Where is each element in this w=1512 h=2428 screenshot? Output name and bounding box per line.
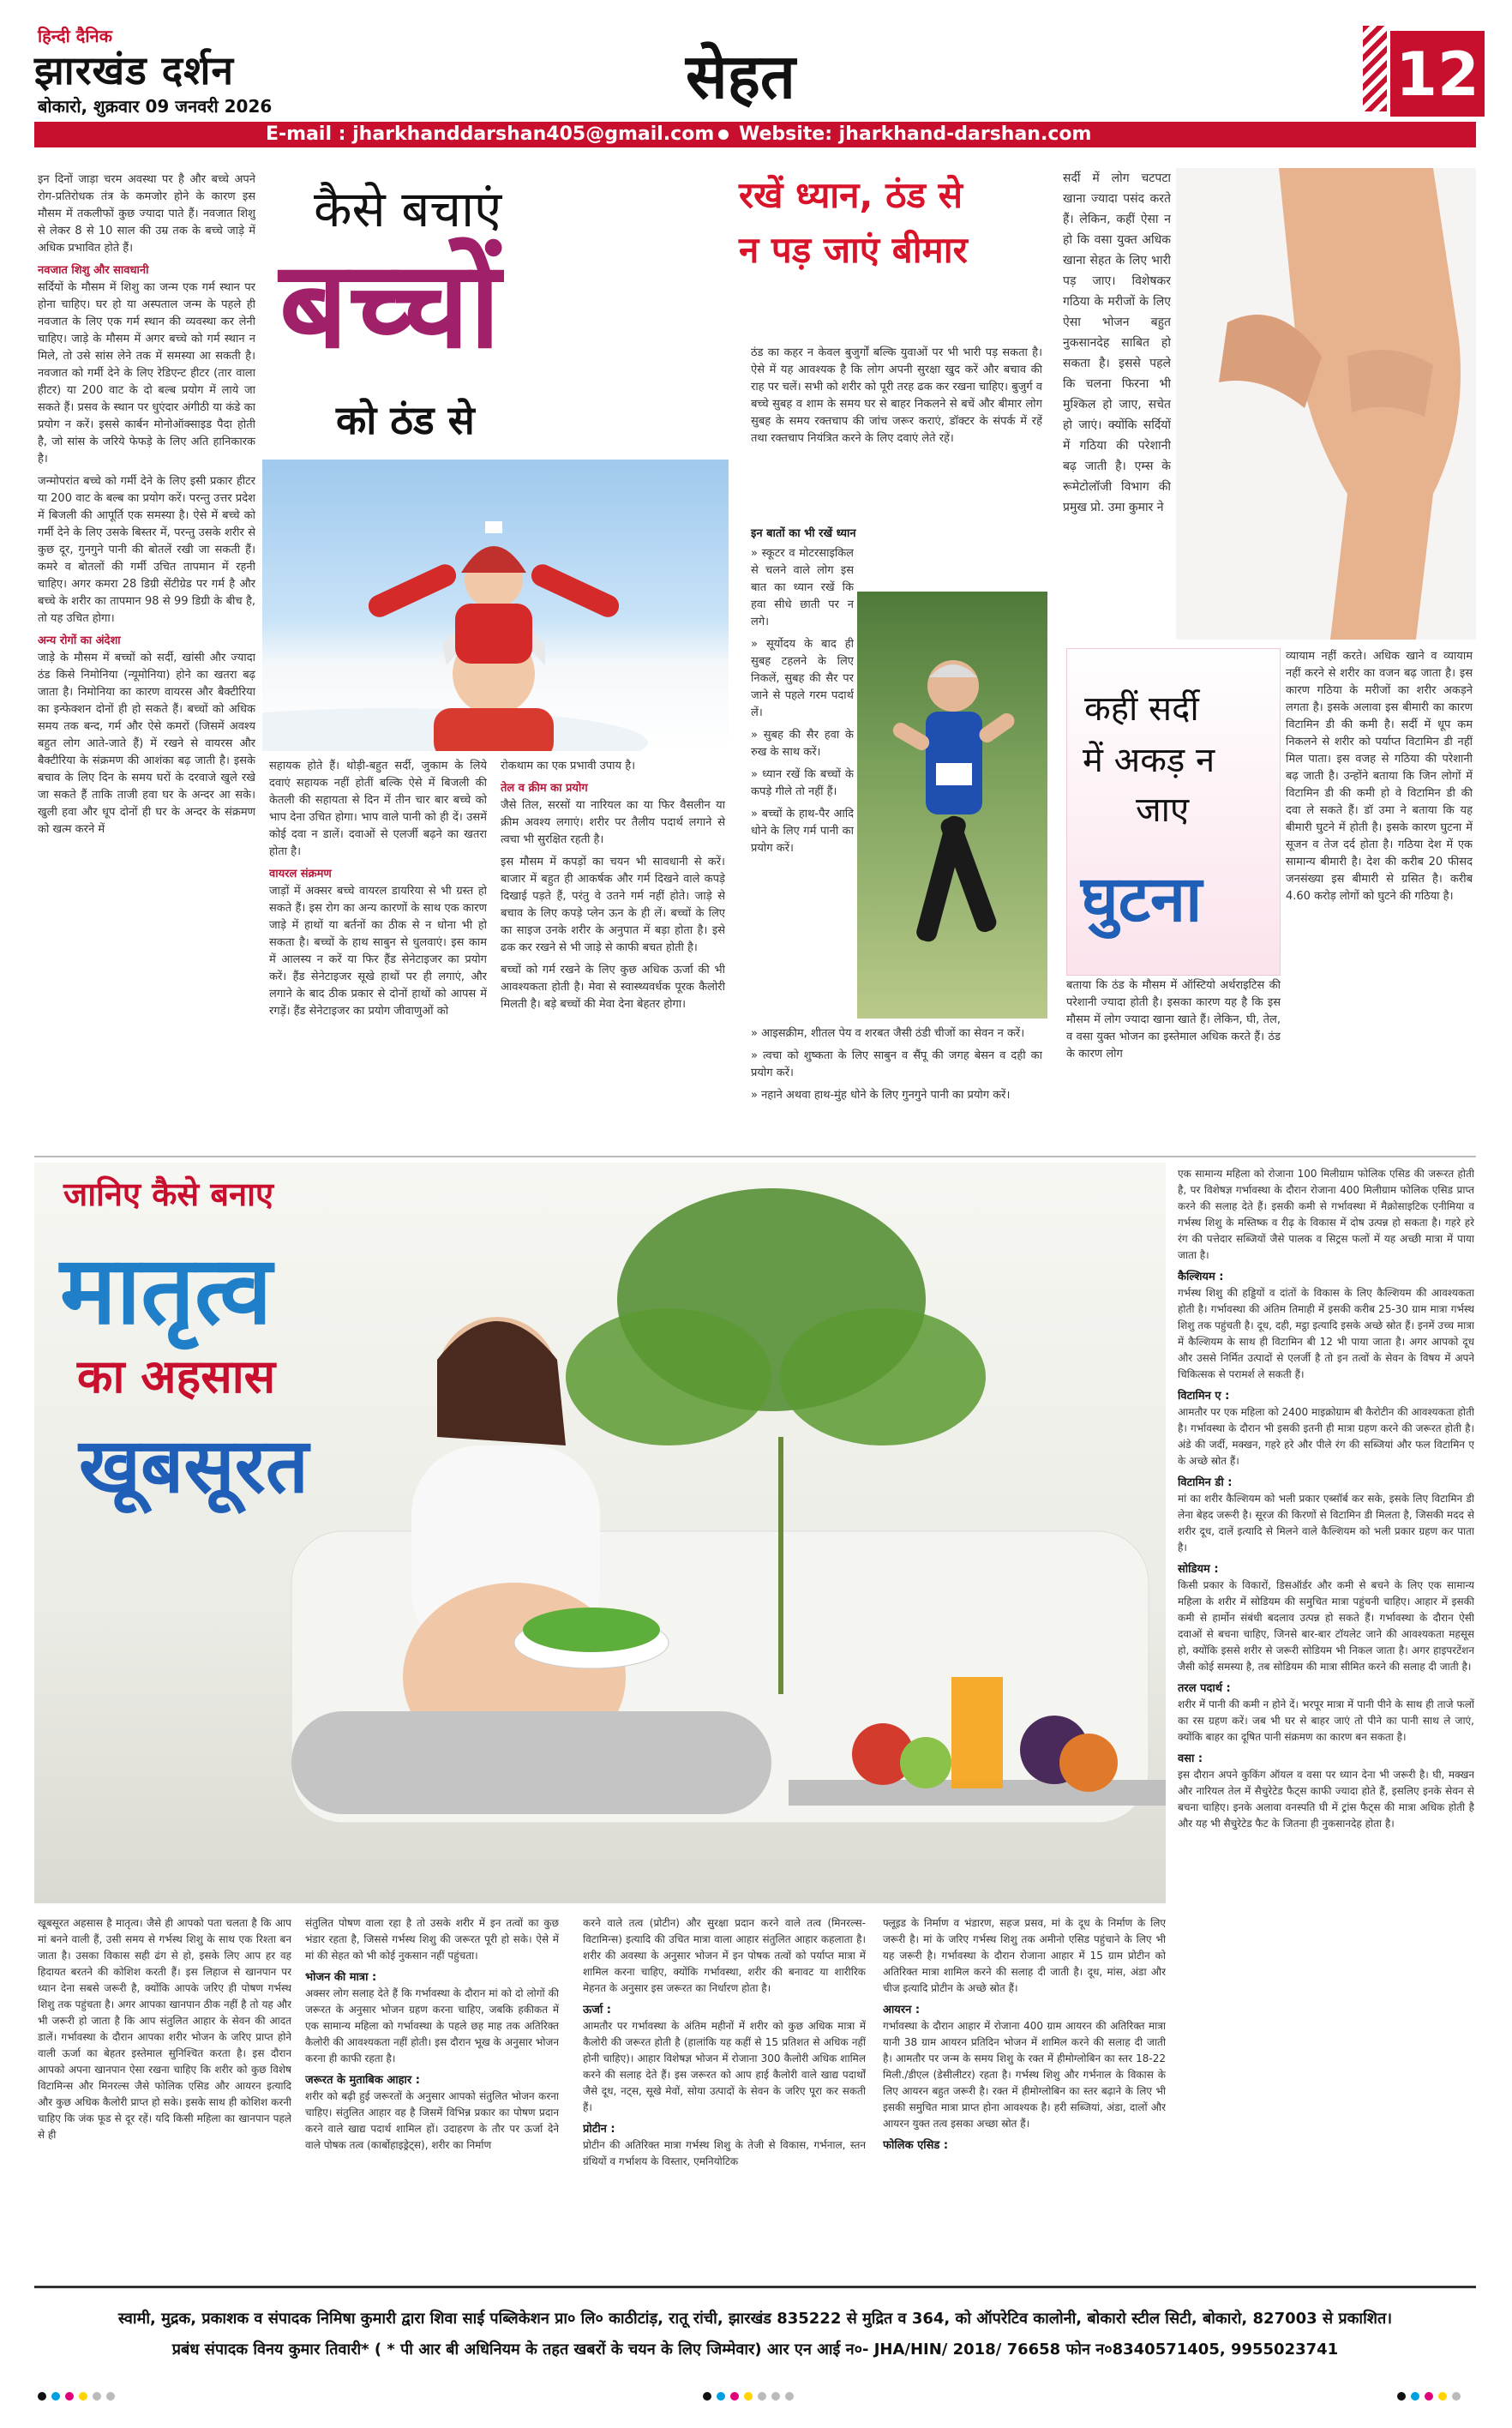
article1-col1-p1: सर्दियों के मौसम में शिशु का जन्म एक गर्म स्थान पर होना चाहिए। घर हो या अस्पताल जन्म के पहले ही नवजात के लिए एक गर्म स्थान की व्यवस्था कर लेनी चाहिए। जाड़े के मौसम में अगर बच्चे को गर्म स्थान न मिले, तो उसे सांस लेने तक में समस्या आ सकती है। नवजात को गर्मी देने के लिए रेडिएन्ट हीटर (तार वाला हीटर) या 200 वाट के दो बल्ब प्रयोग में लाये जा सकते हैं। प्रसव के स्थान पर धुएंदार अंगीठी या कंडे का प्रयोग न करें। इससे कार्बन मोनोऑक्साइड पैदा होती है, जो सांस के जरिये फेफड़े के लिए अति हानिकारक है। — [38, 281, 255, 466]
section-divider — [34, 1156, 1476, 1157]
article1-col3 — [501, 758, 725, 1135]
article2-bullet-2: » सुबह की सैर हवा के रुख के साथ करें। — [751, 729, 854, 759]
mother-child-snow-photo — [262, 460, 729, 751]
article3-headline-line1: कहीं सर्दी — [1084, 689, 1199, 729]
article3-headline-box — [1066, 648, 1281, 976]
article1-sub2: अन्य रोगों का अंदेशा — [38, 634, 121, 647]
article2-bullet-0: » स्कूटर व मोटरसाइकिल से चलने वाले लोग इस बात का ध्यान रखें कि हवा सीधे छाती पर न लगे। — [751, 547, 854, 628]
article4-headline-line3: का अहसास — [77, 1349, 276, 1403]
article4-headline-line1: जानिए कैसे बनाए — [63, 1175, 273, 1213]
article4-col5-sub3: विटामिन डी : — [1178, 1476, 1233, 1489]
article4-col2-a: संतुलित पोषण वाला रहा है तो उसके शरीर में इन तत्वों का कुछ भंडार रहता है, जिससे गर्भस्थ शिशु की जरूरत पूरी हो सके। ऐसे में मां की सेहत को भी कोई नुकसान नहीं पहुंचता। — [305, 1917, 559, 1962]
article1-sub1: नवजात शिशु और सावधानी — [38, 264, 149, 277]
article1-col2 — [269, 758, 487, 1135]
reg-dot-icon — [1425, 2392, 1433, 2401]
article3-col-top: सर्दी में लोग चटपटा खाना ज्यादा पसंद करते हैं। लेकिन, कहीं ऐसा न हो कि वसा युक्त अधिक खाना सेहत के लिए भारी पड़ जाए। विशेषकर गठिया के मरीजों के लिए ऐसा भोजन बहुत नुकसानदेह साबित हो सकता है। इससे पहले कि चलना फिरना भी मुश्किल हो जाए, सचेत हो जाएं। क्योंकि सर्दियों में गठिया की परेशानी बढ़ जाती है। एम्स के रूमेटोलॉजी विभाग की प्रमुख प्रो. उमा कुमार ने — [1063, 171, 1171, 514]
article4-col5-b: गर्भस्थ शिशु की हड्डियों व दांतों के विकास के लिए कैल्शियम की आवश्यकता होती है। गर्भावस्था की अंतिम तिमाही में इसकी करीब 25-30 ग्राम मात्रा गर्भस्थ शिशु तक पहुंचती है। दूध, दही, मट्ठा इत्यादि इसके अच्छे स्रोत हैं। इनमें उच्च मात्रा में कैल्शियम के साथ ही विटामिन बी 12 भी पाया जाता है। अगर आपको दूध और उससे निर्मित उत्पादों से एलर्जी है तो इन तत्वों के सेवन के विषय में अपने चिकित्सक से परामर्श ले सकती हैं। — [1178, 1287, 1474, 1380]
article1-headline-big: बच्चों — [279, 236, 501, 376]
reg-dot-icon — [744, 2392, 753, 2401]
article4-col1: खूबसूरत अहसास है मातृत्व। जैसे ही आपको पता चलता है कि आप मां बनने वाली हैं, उसी समय से गर्भस्थ शिशु के साथ एक रिश्ता बन जाता है। उसका विकास सही ढंग से हो, इसके लिए आप हर वह हिदायत बरतने की कोशिश करती हैं। इस लिहाज से खानपान पर ध्यान देना सबसे जरूरी है, क्योंकि आपके जरिए ही पोषण गर्भस्थ शिशु तक पहुंचता है। अगर आपका खानपान ठीक नहीं है तो यह और भी जरूरी हो जाता है कि आप संतुलित आहार के सेवन की आदत डालें। गर्भावस्था के दौरान आपका शरीर भोजन के जरिए प्राप्त होने वाली ऊर्जा का बेहतर इस्तेमाल सुनिश्चित करता है। इस दौरान आपको अपना खानपान ऐसा रखना चाहिए कि शरीर को कुछ विशेष विटामिन्स और मिनरल्स जैसे फोलिक एसिड और आयरन इत्यादि और कुछ अधिक कैलोरी प्राप्त हो सके। इसके साथ ही कोशिश करनी चाहिए कि जंक फूड से दूर रहें। यदि किसी महिला का खानपान पहले से ही — [38, 1917, 291, 2141]
reg-dot-icon — [717, 2392, 725, 2401]
article1-sub3: वायरल संक्रमण — [269, 868, 332, 880]
article4-col2-sub2: जरूरत के मुताबिक आहार : — [305, 2074, 420, 2087]
article1-col3-p4: बच्चों को गर्म रखने के लिए कुछ अधिक ऊर्जा की भी आवश्यकता होती है। मेवा से स्वास्थ्यवर्धक पूरक कैलोरी मिलती है। बड़े बच्चों की मेवा देना बेहतर होगा। — [501, 964, 725, 1011]
reg-dot-icon — [51, 2392, 60, 2401]
article4-col3-sub2: प्रोटीन : — [583, 2123, 615, 2136]
article3-headline-line2: में अकड़ न — [1083, 741, 1215, 780]
registration-marks-right — [1397, 2392, 1461, 2401]
article1-headline-bottom: को ठंड से — [336, 397, 475, 443]
reg-dot-icon — [703, 2392, 711, 2401]
article2-bullets-bottom — [751, 1025, 1042, 1145]
registration-marks-left — [38, 2392, 115, 2401]
article4-col5-c: आमतौर पर एक महिला को 2400 माइक्रोग्राम बी कैरोटीन की आवश्यकता होती है। गर्भावस्था के दौरान भी इसकी इतनी ही मात्रा ग्रहण करने की जरूरत होती है। अंडे की जर्दी, मक्खन, गहरे हरे और पीले रंग की सब्जियां और फल विटामिन ए के अच्छे स्रोत हैं। — [1178, 1406, 1474, 1467]
article1-col1 — [38, 171, 255, 1132]
article2-headline-line2: न पड़ जाएं बीमार — [739, 229, 968, 271]
mother-child-illustration — [262, 460, 729, 751]
reg-dot-icon — [65, 2392, 74, 2401]
article4-col3-sub: ऊर्जा : — [583, 2004, 611, 2016]
runner-photo — [857, 592, 1047, 1019]
article1-intro: इन दिनों जाड़ा चरम अवस्था पर है और बच्चे अपने रोग-प्रतिरोधक तंत्र के कमजोर होने के कारण इस मौसम में तकलीफों कुछ ज्यादा पाते हैं। नवजात शिशु से लेकर 8 से 10 साल की उम्र तक के बच्चे जाड़े में अधिक प्रभावित होते हैं। — [38, 173, 255, 255]
reg-dot-icon — [1411, 2392, 1419, 2401]
article4-col2 — [305, 1915, 559, 2267]
footer-imprint-line1: स्वामी, मुद्रक, प्रकाशक व संपादक निमिषा कुमारी द्वारा शिवा साई पब्लिकेशन प्रा० लि० काठीटांड़, रातू रांची, झारखंड 835222 से मुद्रित व 364, को ऑपरेटिव कालोनी, बोकारो स्टील सिटी, बोकारो, 827003 से प्रकाशित। — [117, 2310, 1393, 2328]
article4-col3-a: करने वाले तत्व (प्रोटीन) और सुरक्षा प्रदान करने वाले तत्व (मिनरल्स-विटामिन्स) इत्यादि की उचित मात्रा वाला आहार संतुलित आहार कहलाता है। शरीर की अवस्था के अनुसार भोजन में इन पोषक तत्वों को पर्याप्त मात्रा में शामिल करना चाहिए, क्योंकि गर्भावस्था, शरीर की बनावट या शारीरिक मेहनत के अनुसार इस जरूरत का निर्धारण होता है। — [583, 1917, 866, 1994]
bullet-dot-icon — [718, 129, 729, 140]
article1-col1-p3: जाड़े के मौसम में बच्चों को सर्दी, खांसी और ज्यादा ठंड किसे निमोनिया (न्यूमोनिया) होने का खतरा बढ़ जाता है। निमोनिया का कारण वायरस और बैक्टीरिया का इन्फेक्शन दोनों ही हो सकते हैं। बच्चों को अधिक समय तक बन्द, गर्म और ऐसे कमरों (जिसमें अवश्य बहुत लोग आते-जाते हैं) में रखने से वायरस और बैक्टीरिया के संक्रमण की आशंका बढ़ जाती है। इसके बचाव के लिए दिन के समय घरों के दरवाजे खुले रखे जा सकते हैं ताकि ताजी हवा घर के अन्दर आ सके। खुली हवा और धूप दोनों ही घर के अन्दर के संक्रमण को खत्म करने में — [38, 652, 255, 836]
article4-col4 — [883, 1915, 1166, 2267]
article2-headline — [739, 168, 1053, 340]
article2-bullet-6: » त्वचा को शुष्कता के लिए साबुन व सैंपू की जगह बेसन व दही का प्रयोग करें। — [751, 1049, 1042, 1079]
article4-col2-b: अक्सर लोग सलाह देते हैं कि गर्भावस्था के दौरान मां को दो लोगों की जरूरत के अनुसार भोजन ग्रहण करना चाहिए, जबकि हकीकत में एक सामान्य महिला को गर्भावस्था के पहले छह माह तक अतिरिक्त कैलोरी की आवश्यकता नहीं होती। इस दौरान भूख के अनुसार भोजन करना ही काफी रहता है। — [305, 1987, 559, 2064]
article2-bullet-1: » सूर्योदय के बाद ही सुबह टहलने के लिए निकलें, सुबह की सैर पर जाने से पहले गरम पदार्थ लें। — [751, 638, 854, 719]
reg-dot-icon — [730, 2392, 739, 2401]
reg-dot-icon — [771, 2392, 780, 2401]
article1-col3-p2: जैसे तिल, सरसों या नारियल का या फिर वैसलीन या क्रीम अवश्य लगाएं। शरीर पर तैलीय पदार्थ लगाने से त्वचा भी सुरक्षित रहती है। — [501, 799, 725, 846]
article1-headline — [262, 168, 729, 460]
article1-sub4: तेल व क्रीम का प्रयोग — [501, 782, 588, 795]
article1-col2-p1: सहायक होते हैं। थोड़ी-बहुत सर्दी, जुकाम के लिये दवाएं सहायक नहीं होतीं बल्कि ऐसे में बिजली की केतली की सहायता से दिन में तीन चार बार बच्चे को भाप देना उचित होगा। भाप वाले पानी को ही दें। उसमें कोई दवा न डालें। दवाओं से एलर्जी बढ़ने का खतरा होता है। — [269, 760, 487, 858]
article2-bullet-3: » ध्यान रखें कि बच्चों के कपड़े गीले तो नहीं हैं। — [751, 768, 854, 798]
article4-col2-c: शरीर को बढ़ी हुई जरूरतों के अनुसार आपको संतुलित भोजन करना चाहिए। संतुलित आहार वह है जिसमें विभिन्न प्रकार का पोषण प्रदान करने वाले खाद्य पदार्थ शामिल हों। उदाहरण के तौर पर ऊर्जा देने वाले पोषक तत्व (कार्बोहाइड्रेट्स), शरीर का निर्माण — [305, 2090, 559, 2151]
article4-col5-sub6: वसा : — [1178, 1752, 1203, 1765]
reg-dot-icon — [106, 2392, 115, 2401]
reg-dot-icon — [758, 2392, 766, 2401]
article1-col3-p1: रोकथाम का एक प्रभावी उपाय है। — [501, 760, 636, 772]
section-title: सेहत — [686, 39, 795, 112]
corner-decoration — [1363, 26, 1387, 111]
reg-dot-icon — [79, 2392, 87, 2401]
article4-col5-sub5: तरल पदार्थ : — [1178, 1682, 1231, 1695]
reg-dot-icon — [1397, 2392, 1406, 2401]
article2-intro: ठंड का कहर न केवल बुजुर्गों बल्कि युवाओं पर भी भारी पड़ सकता है। ऐसे में यह आवश्यक है कि लोग अपनी सुरक्षा खुद करें और बचाव की राह पर चलें। सभी को शरीर को पूरी तरह ढक कर रखना चाहिए। बुजुर्ग व बच्चे सुबह व शाम के समय घर से बाहर निकलने से बचें और बीमार लोग सुबह के समय रक्तचाप की जांच जरूर कराएं, डॉक्टर के संपर्क में रहें तथा रक्तचाप नियंत्रित करने के लिए दवाएं लेते रहें। — [751, 346, 1042, 445]
masthead-tagline: हिन्दी दैनिक — [38, 26, 113, 46]
page-number: 12 — [1395, 39, 1479, 110]
article3-col-right: व्यायाम नहीं करते। अधिक खाने व व्यायाम नहीं करने से शरीर का वजन बढ़ जाता है। इस कारण गठिया के मरीजों का शरीर अकड़ने लगता है। इसके अलावा इस बीमारी का कारण विटामिन डी की कमी है। सर्दी में धूप कम निकलने से शरीर को पर्याप्त विटामिन डी नहीं मिल पाता। इस वजह से गठिया की परेशानी बढ़ जाती है। उन्होंने बताया कि जिन लोगों में विटामिन डी की कमी हो वे विटामिन डी की दवा ले सकते हैं। डॉ उमा ने बताया कि यह बीमारी घुटने में होती है। इसके कारण घुटना में सूजन व तेज दर्द होता है। गठिया देश में एक सामान्य बीमारी है। देश की करीब 20 फीसद जनसंख्या इस बीमारी से ग्रसित है। करीब 4.60 करोड़ लोगों को घुटने की गठिया है। — [1286, 650, 1473, 903]
article2-bullet-4: » बच्चों के हाथ-पैर आदि धोने के लिए गर्म पानी का प्रयोग करें। — [751, 808, 854, 855]
article4-col3-c: प्रोटीन की अतिरिक्त मात्रा गर्भस्थ शिशु के तेजी से विकास, गर्भनाल, स्तन ग्रंथियों व गर्भाशय के विस्तार, एमनियोटिक — [583, 2139, 866, 2167]
article2-bullet-7: » नहाने अथवा हाथ-मुंह धोने के लिए गुनगुने पानी का प्रयोग करें। — [751, 1089, 1011, 1102]
knee-photo — [1176, 168, 1476, 640]
article2-headline-line1: रखें ध्यान, ठंड से — [739, 174, 963, 216]
article3-headline-line3: जाए — [1136, 790, 1190, 830]
knee-illustration — [1176, 168, 1476, 640]
reg-dot-icon — [93, 2392, 101, 2401]
runner-illustration — [857, 592, 1047, 1019]
article4-headline-line2: मातृत्व — [60, 1235, 273, 1345]
article3-col-bottom: बताया कि ठंड के मौसम में ऑस्टियो अर्थराइटिस की परेशानी ज्यादा होती है। इसका कारण यह है कि इस मौसम में लोग ज्यादा खाना खाते हैं। लेकिन, घी, तेल, व वसा युक्त भोजन का इस्तेमाल अधिक करते हैं। ठंड के कारण लोग — [1066, 979, 1281, 1061]
article4-col5-e: किसी प्रकार के विकारों, डिसऑर्डर और कमी से बचने के लिए एक सामान्य महिला के शरीर में सोडियम की समुचित मात्रा पहुंचनी चाहिए। आहार में इसकी कमी से हार्मोन संबंधी बदलाव उत्पन्न हो सकते हैं। गर्भावस्था के दौरान ऐसी दवाओं से बचना चाहिए, जिनसे बार-बार टॉयलेट जाने की आवश्यकता महसूस हो, क्योंकि इससे शरीर से जरूरी सोडियम भी निकल जाता है। अगर हाइपरटेंशन जैसी कोई समस्या है, तब सोडियम की मात्रा सीमित करने की सलाह दी जाती है। — [1178, 1579, 1474, 1673]
article1-col1-p2: जन्मोपरांत बच्चे को गर्मी देने के लिए इसी प्रकार हीटर या 200 वाट के बल्ब का प्रयोग करें। परन्तु उत्तर प्रदेश में बिजली की आपूर्ति एक समस्या है। ऐसे में बच्चे को गर्मी देने के लिए उसके बिस्तर में, परन्तु उसके शरीर से कुछ दूर, गुनगुने पानी की बोतलें रखी जा सकती हैं। कमरे व बोतलों की गर्मी उचित तापमान में रहनी चाहिए। अगर कमरा 28 डिग्री सेंटीग्रेड पर गर्म है और बच्चे के शरीर का तापमान 98 से 99 डिग्री के बीच है, तो यह उचित होगा। — [38, 475, 255, 625]
article4-col3-b: आमतौर पर गर्भावस्था के अंतिम महीनों में शरीर को कुछ अधिक मात्रा में कैलोरी की जरूरत होती है (हालांकि यह कहीं से 15 प्रतिशत से अधिक नहीं होनी चाहिए)। आहार विशेषज्ञ भोजन में रोजाना 300 कैलोरी अधिक शामिल करने की सलाह देते हैं। इस जरूरत को आप हाई कैलोरी वाले खाद्य पदार्थों जैसे दूध, नट्स, सूखे मेवों, सोया उत्पादों के सेवन के जरिए पूरा कर सकती हैं। — [583, 2020, 866, 2113]
article4-col5 — [1178, 1166, 1474, 2263]
article4-col4-a: फ्लूइड के निर्माण व भंडारण, सहज प्रसव, मां के दूध के निर्माण के लिए जरूरी है। मां के जरिए गर्भस्थ शिशु तक अमीनो एसिड पहुंचाने के लिए भी यह जरूरी है। गर्भावस्था के दौरान रोजाना आहार में 15 ग्राम प्रोटीन को अतिरिक्त मात्रा शामिल करने की सलाह दी जाती है। दूध, मांस, अंडा और चीज इत्यादि प्रोटीन के अच्छे स्रोत हैं। — [883, 1917, 1166, 1994]
article4-headline-line4: खूबसूरत — [79, 1421, 309, 1510]
email-text: E-mail : jharkhanddarshan405@gmail.com — [266, 123, 715, 145]
reg-dot-icon — [38, 2392, 46, 2401]
article4-col5-sub4: सोडियम : — [1178, 1563, 1219, 1576]
article4-col4-sub2: फोलिक एसिड : — [883, 2139, 949, 2152]
reg-dot-icon — [1452, 2392, 1461, 2401]
masthead-dateline: बोकारो, शुक्रवार 09 जनवरी 2026 — [38, 96, 273, 117]
pregnant-woman-photo — [34, 1163, 1166, 1903]
article4-col5-sub2: विटामिन ए : — [1178, 1390, 1230, 1403]
article4-col4-sub: आयरन : — [883, 2004, 921, 2016]
article1-col3-p3: इस मौसम में कपड़ों का चयन भी सावधानी से करें। बाजार में बहुत ही आकर्षक और गर्म दिखने वाले कपड़े दिखाई पड़ते हैं, परंतु वे उतने गर्म नहीं होते। जाड़े से बचाव के लिए कपड़े प्लेन ऊन के ही लें। बच्चों के लिए का साइज उनके शरीर के अनुपात में बड़ा होता है। इसे ढक कर रखने से भी जाड़े से काफी बचत होती है। — [501, 856, 725, 954]
article4-col5-d: मां का शरीर कैल्शियम को भली प्रकार एब्सॉर्ब कर सके, इसके लिए विटामिन डी लेना बेहद जरूरी है। सूरज की किरणों से विटामिन डी मिलता है, जिसकी मदद से शरीर दूध, दालें इत्यादि से मिलने वाले कैल्शियम को भली प्रकार ग्रहण कर पाता है। — [1178, 1493, 1474, 1554]
footer-rule — [34, 2286, 1476, 2288]
reg-dot-icon — [1438, 2392, 1447, 2401]
article2-bullet-5: » आइसक्रीम, शीतल पेय व शरबत जैसी ठंडी चीजों का सेवन न करें। — [751, 1027, 1025, 1040]
article1-headline-top: कैसे बचाएं — [314, 180, 502, 238]
article2-subhead: इन बातों का भी रखें ध्यान — [751, 527, 856, 540]
reg-dot-icon — [785, 2392, 794, 2401]
article4-col5-sub: कैल्शियम : — [1178, 1271, 1224, 1283]
article1-col2-p2: जाड़ों में अक्सर बच्चे वायरल डायरिया से भी ग्रस्त हो सकते हैं। इस रोग का अन्य कारणों के साथ एक कारण जाड़े में हाथों या बर्तनों का ठीक से न धोना भी हो सकता है। बच्चों के हाथ साबुन से धुलवाएं। इस काम में आलस्य न करें या फिर हैंड सेनेटाइजर का प्रयोग करें। हैंड सेनेटाइजर सूखे हाथों पर ही लगाएं, और लगाने के बाद ठीक प्रकार से दोनों हाथों को आपस में रगड़ें। हैंड सेनेटाइजर का प्रयोग जीवाणुओं को — [269, 885, 487, 1018]
article4-col4-b: गर्भावस्था के दौरान आहार में रोजाना 400 ग्राम आयरन की अतिरिक्त मात्रा यानी 38 ग्राम आयरन प्रतिदिन भोजन में शामिल करने की सलाह दी जाती है। आमतौर पर जन्म के समय शिशु के रक्त में हीमोग्लोबिन का स्तर 18-22 मिली./डीएल (डेसीलीटर) रहता है। गर्भस्थ शिशु और गर्भनाल के विकास के लिए आयरन बहुत जरूरी है। रक्त में हीमोग्लोबिन का स्तर बढ़ाने के लिए भी इसकी समुचित मात्रा प्राप्त होना आवश्यक है। हरी सब्जियां, अंडा, दालों और आयरन युक्त तत्व इसका अच्छा स्रोत हैं। — [883, 2020, 1166, 2130]
article4-col5-g: इस दौरान अपने कुकिंग ऑयल व वसा पर ध्यान देना भी जरूरी है। घी, मक्खन और नारियल तेल में सैचुरेटेड फैट्स काफी ज्यादा होते हैं, इसलिए इनके सेवन से बचना चाहिए। इनके अलावा वनस्पति घी में ट्रांस फैट्स की मात्रा अधिक होती है और यह भी सैचुरेटेड फैट के जितना ही नुकसानदेह होता है। — [1178, 1769, 1474, 1830]
article4-col5-p1: एक सामान्य महिला को रोजाना 100 मिलीग्राम फोलिक एसिड की जरूरत होती है, पर विशेषज्ञ गर्भावस्था के दौरान रोजाना 400 मिलीग्राम फोलिक एसिड प्राप्त करने की सलाह देते हैं। इसकी कमी से गर्भावस्था में मैक्रोसाइटिक एनीमिया व गर्भस्थ शिशु के मस्तिष्क व रीढ़ के विकास में दोष उत्पन्न हो सकता है। गहरे हरे रंग की पत्तेदार सब्जियों जैसे पालक व सिट्रस फलों में यह अच्छी मात्रा में पाया जाता है। — [1178, 1168, 1474, 1261]
masthead-name: झारखंड दर्शन — [34, 47, 234, 93]
website-text: Website: jharkhand-darshan.com — [739, 123, 1092, 145]
footer-imprint-line2: प्रबंध संपादक विनय कुमार तिवारी* ( * पी आर बी अधिनियम के तहत खबरों के चयन के लिए जिम्मेवार) आर एन आई न०- JHA/HIN/ 2018/ 76658 फोन न०8340571405, 9955023741 — [171, 2341, 1339, 2359]
article4-col2-sub: भोजन की मात्रा : — [305, 1971, 377, 1984]
article4-col3 — [583, 1915, 866, 2267]
masthead — [0, 0, 1512, 147]
article4-col5-f: शरीर में पानी की कमी न होने दें। भरपूर मात्रा में पानी पीने के साथ ही ताजे फलों का रस ग्रहण करें। जब भी घर से बाहर जाएं तो पीने का पानी साथ ले जाएं, क्योंकि बाहर का दूषित पानी संक्रमण का कारण बन सकता है। — [1178, 1698, 1474, 1743]
registration-marks-center — [703, 2392, 794, 2401]
article3-headline-big: घुटना — [1081, 862, 1203, 936]
